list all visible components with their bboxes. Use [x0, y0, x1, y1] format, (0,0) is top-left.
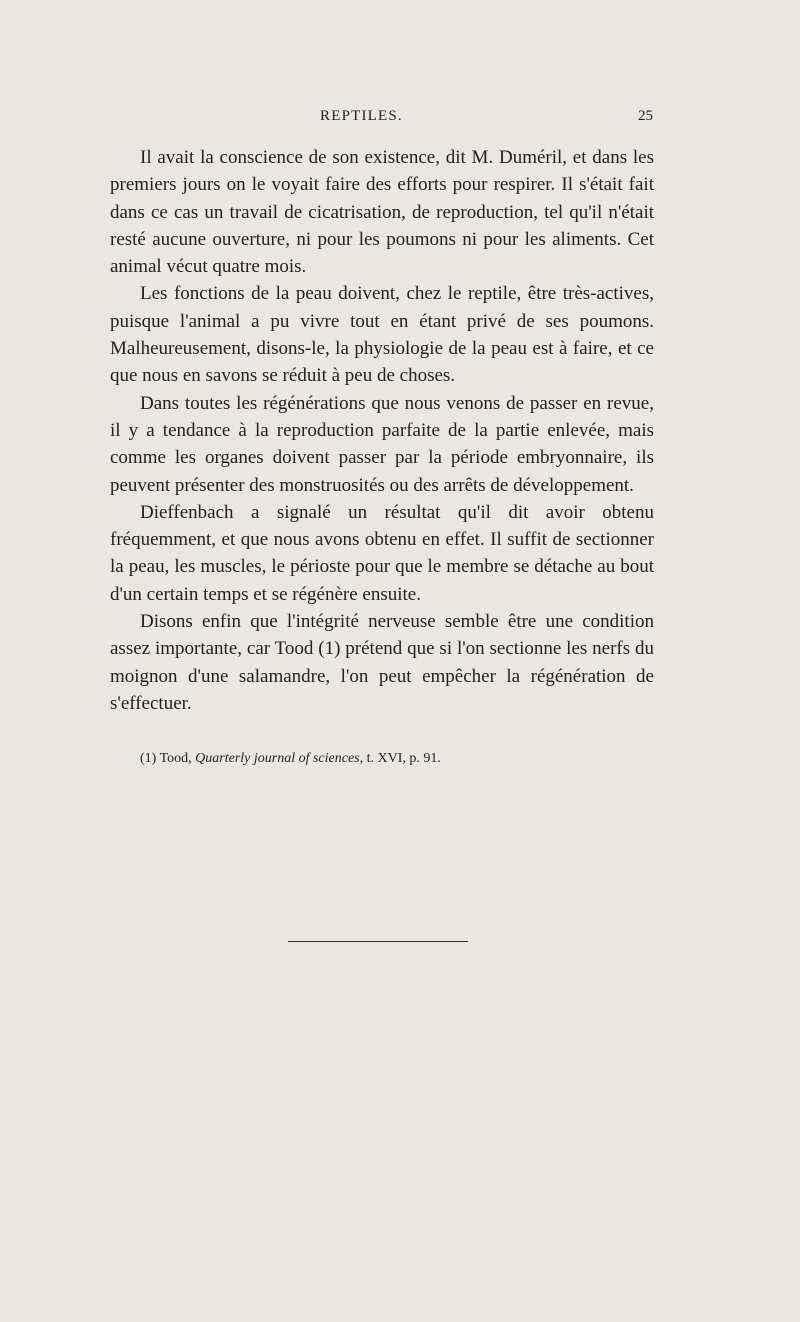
- running-head: [0, 108, 800, 132]
- footnote-suffix: , t. XVI, p. 91.: [359, 751, 441, 766]
- page-number: 25: [638, 108, 653, 124]
- bottom-rule: [288, 941, 468, 942]
- footnote-prefix: (1) Tood,: [140, 751, 196, 766]
- paragraph: Les fonctions de la peau doivent, chez le reptile, être très-actives, puisque l'animal a pu vivre tout en étant privé de ses poumons. Malheureusement, disons-le, la physiologie de la peau est à faire, et ce que nous en savons se réduit à peu de choses.: [110, 283, 654, 387]
- paragraph: Disons enfin que l'intégrité nerveuse semble être une condition assez importante, car Tood (1) prétend que si l'on sectionne les nerfs du moignon d'une salamandre, l'on peut empêcher la régénération de s'effectuer.: [110, 611, 654, 714]
- footnote: [140, 750, 660, 768]
- paragraph: Dieffenbach a signalé un résultat qu'il dit avoir obtenu fréquemment, et que nous avons obtenu en effet. Il suffit de sectionner la peau, les muscles, le périoste pour que le membre se détache au bout d'un certain temps et se régénère ensuite.: [110, 501, 654, 605]
- paragraph: Dans toutes les régénérations que nous venons de passer en revue, il y a tendance à la reproduction parfaite de la partie enlevée, mais comme les organes doivent passer par la période embryonnaire, ils peuvent présenter des monstruosités ou des arrêts de développement.: [110, 392, 654, 496]
- running-title: REPTILES.: [320, 108, 403, 124]
- footnote-journal-title: Quarterly journal of sciences: [195, 751, 360, 766]
- body-text: [110, 144, 654, 717]
- paragraph: Il avait la conscience de son existence, dit M. Duméril, et dans les premiers jours on le voyait faire des efforts pour respirer. Il s'était fait dans ce cas un travail de cicatrisation, de reproduction, tel qu'il n'était resté aucune ouverture, ni pour les poumons ni pour les aliments. Cet animal vécut quatre mois.: [110, 147, 654, 278]
